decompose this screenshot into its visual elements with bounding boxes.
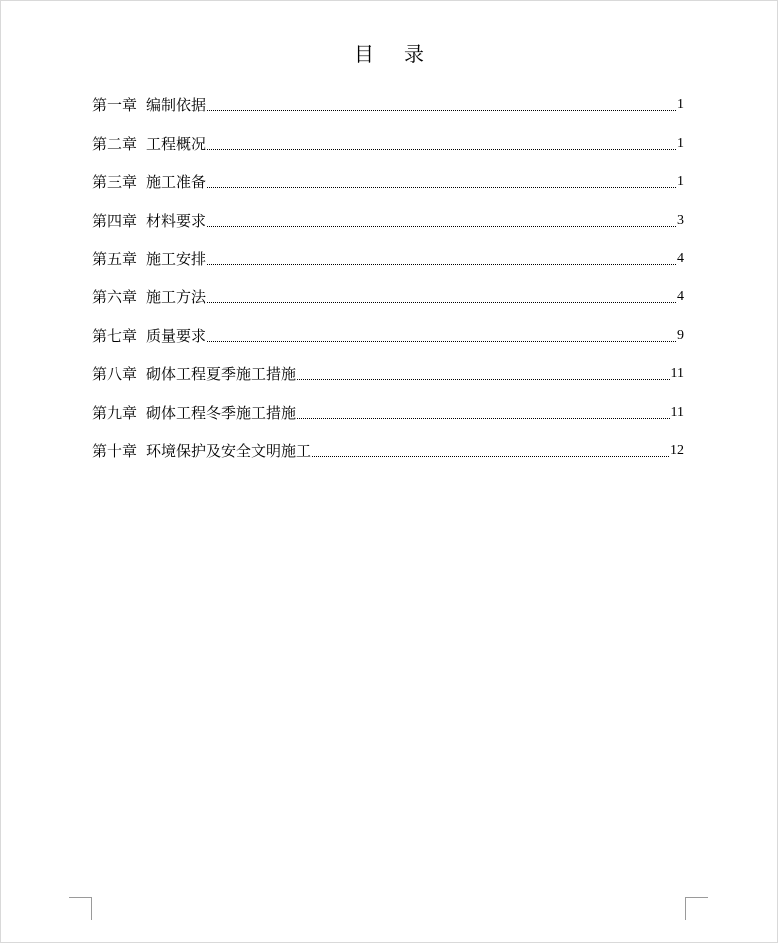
toc-chapter-number: 第七章 [92,326,138,345]
toc-dot-leader [207,301,676,303]
toc-page-number: 1 [677,97,684,113]
toc-page-number: 11 [670,404,684,420]
toc-entry[interactable] [92,123,684,161]
toc-chapter-number: 第八章 [92,365,138,384]
toc-entry[interactable] [92,200,684,238]
toc-page-number: 1 [677,135,684,151]
toc-dot-leader [207,148,676,150]
toc-heading: 施工方法 [146,288,207,307]
toc-entry[interactable] [92,392,684,430]
toc-entry[interactable] [92,85,684,123]
toc-page-number: 4 [677,250,684,266]
toc-entry[interactable] [92,354,684,392]
toc-dot-leader [297,417,669,419]
toc-page-number: 11 [670,366,684,382]
toc-entry[interactable] [92,277,684,315]
toc-chapter-number: 第一章 [92,96,138,115]
toc-chapter-number: 第四章 [92,211,138,230]
toc-chapter-number: 第五章 [92,249,138,268]
toc-page-number: 4 [677,289,684,305]
toc-entry[interactable] [92,431,684,469]
toc-chapter-number: 第三章 [92,173,138,192]
margin-corner-mark-right [685,897,708,920]
margin-corner-mark-left [69,897,92,920]
toc-heading: 环境保护及安全文明施工 [146,441,312,460]
toc-page-number: 9 [677,327,684,343]
toc-heading: 编制依据 [146,96,207,115]
toc-heading: 砌体工程夏季施工措施 [146,365,297,384]
toc-chapter-number: 第十章 [92,441,138,460]
toc-entry[interactable] [92,315,684,353]
toc-heading: 质量要求 [146,326,207,345]
toc-dot-leader [312,455,669,457]
toc-dot-leader [207,186,676,188]
toc-title: 目录 [354,42,454,66]
toc-page-number: 3 [677,212,684,228]
toc-entry[interactable] [92,239,684,277]
toc-heading: 施工安排 [146,249,207,268]
toc-chapter-number: 第二章 [92,134,138,153]
toc-heading: 工程概况 [146,134,207,153]
toc-dot-leader [207,263,676,265]
toc-entry[interactable] [92,162,684,200]
toc-page-number: 12 [670,442,684,458]
toc-heading: 施工准备 [146,173,207,192]
toc-list [92,85,684,469]
toc-heading: 材料要求 [146,211,207,230]
toc-dot-leader [207,340,676,342]
toc-chapter-number: 第九章 [92,403,138,422]
toc-dot-leader [207,109,676,111]
toc-page-number: 1 [677,174,684,190]
toc-dot-leader [207,225,676,227]
toc-heading: 砌体工程冬季施工措施 [146,403,297,422]
toc-dot-leader [297,378,669,380]
toc-chapter-number: 第六章 [92,288,138,307]
